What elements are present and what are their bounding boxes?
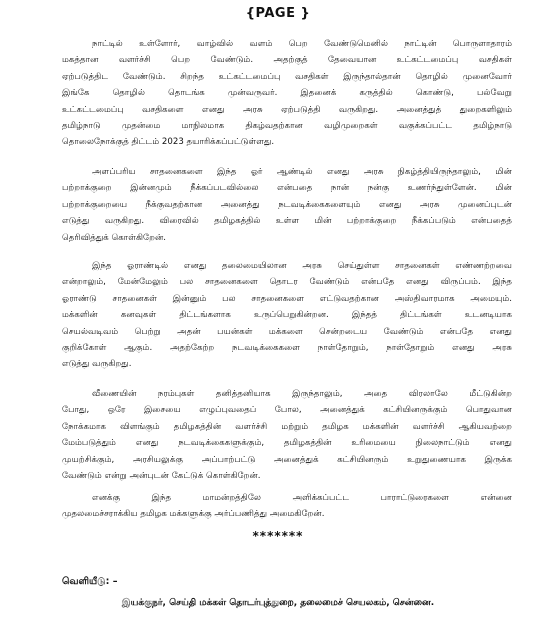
paragraph-veena [62,386,512,484]
text-line: இங்கே தொழில் தொடங்க முன்வருவர். இதனைக் கருத்தில் கொண்டு, பல்வேறு [62,88,512,99]
text-line: நாட்டில் உள்ளோர், வாழ்வில் வளம் பெற வேண்டுமெனில் நாட்டின் பொருளாதாரம் [92,39,512,49]
text-line: தெரிவித்துக் கொள்கிறேன். [62,232,167,243]
paragraph-economy [62,36,512,151]
text-line: என்றாலும், மேன்மேலும் பல சாதனைகளை தொடர வேண்டும் என்பதே எனது விருப்பம். இந்த [62,277,512,288]
text-line: மேம்படுத்தும் எனது நடவடிக்கைகளுக்கும், தமிழகத்தின் உரிமையை நிலைநாட்டும் எனது [62,438,512,449]
separator-stars: ******* [252,529,304,543]
text-line: எனக்கு இந்த மாமன்றத்திலே அளிக்கப்பட்ட பாராட்டுரைகளை என்னை [92,493,512,503]
text-line: பற்றாக்குறை இன்னமும் நீக்கப்படவில்லை என்பதை நான் நன்கு உணர்ந்துள்ளேன். மின் [62,183,512,194]
text-line: உட்கட்டமைப்பு வசதிகளை எனது அரசு ஏற்படுத்தி வருகிறது. அனைத்துத் துறைகளிலும் [62,104,512,115]
text-line: குறிக்கோள் ஆகும். அதற்கேற்ற நடவடிக்கைகளை நாள்தோறும், நாள்தோறும் எனது அரசு [62,343,512,354]
text-line: மக்களின் கனவுகள் திட்டங்களாக உருப்பெறுகின்றன. இந்தத் திட்டங்கள் உடனடியாக [62,310,512,321]
text-line: எடுத்து வருகிறது. [62,359,132,370]
text-line: முயற்சிக்கும், அரசியலுக்கு அப்பாற்பட்டு அனைத்துக் கட்சியினரும் உறுதுணையாக இருக்க [62,454,512,465]
page-header: {PAGE } [245,6,311,21]
text-line: இந்த ஓராண்டில் எனது தலைமையிலான அரசு செய்துள்ள சாதனைகள் எண்ணற்றவை [92,261,512,271]
text-line: நோக்கமாக விளங்கும் தமிழகத்தின் வளர்ச்சி மற்றும் தமிழக மக்களின் வளர்ச்சி ஆகியவற்றை [62,421,512,432]
text-line: மகத்தான வளர்ச்சி பெற வேண்டும். அதற்குத் தேவையான உட்கட்டமைப்பு வசதிகள் [62,55,512,66]
text-line: தமிழ்நாடு முதன்மை மாநிலமாக திகழ்வதற்கான வழிமுறைகள் வகுக்கப்பட்ட தமிழ்நாடு [62,121,512,132]
text-line: வேண்டும் என்று அன்புடன் கேட்டுக் கொள்கிறேன். [62,471,261,482]
text-line: பற்றாக்குறையை நீக்குவதற்கான அனைத்து நடவடிக்கைகளையும் எனது அரசு முனைப்புடன் [62,199,512,210]
paragraph-achievements [62,258,512,373]
paragraph-power-shortage [62,164,512,246]
text-line: ஏற்படுத்திட வேண்டும். சிறந்த உட்கட்டமைப்பு வசதிகள் இருந்தால்தான் தொழில் முனைவோர் [62,71,512,82]
issuer-line: இயக்குநர், செய்தி மக்கள் தொடர்புத்துறை, தலைமைச் செயலகம், சென்னை. [121,598,435,608]
text-line: செயல்வடிவம் பெற்று அதன் பயன்கள் மக்களை சென்றடைய வேண்டும் என்பதே எனது [62,326,512,337]
text-line: போது, ஒரே இசையை எழுப்புவதைப் போல, அனைத்துக் கட்சியினருக்கும் பொதுவான [62,405,512,416]
text-line: தொலைநோக்குத் திட்டம் 2023 தயாரிக்கப்பட்டுள்ளது. [62,137,275,148]
text-line: முதலமைச்சராக்கிய தமிழக மக்களுக்கு அர்ப்பணித்து அமைகிறேன். [62,509,325,520]
release-label: வெளியீடு: – [62,576,118,587]
text-line: வீணையின் நரம்புகள் தனித்தனியாக இருந்தாலும், அதை விரலாலே மீட்டுகின்ற [92,389,512,399]
text-line: எடுத்து வருகிறது. விரைவில் தமிழகத்தில் உள்ள மின் பற்றாக்குறை நீக்கப்படும் என்பதைத் [62,216,512,227]
paragraph-dedication [62,490,512,523]
text-line: ஓராண்டு சாதனைகள் இன்னும் பல சாதனைகளை எட்டுவதற்கான அஸ்திவாரமாக அமையும். [62,293,512,304]
text-line: அளப்பரிய சாதனைகளை இந்த ஓர் ஆண்டில் எனது அரசு நிகழ்த்தியிருந்தாலும், மின் [92,167,512,177]
